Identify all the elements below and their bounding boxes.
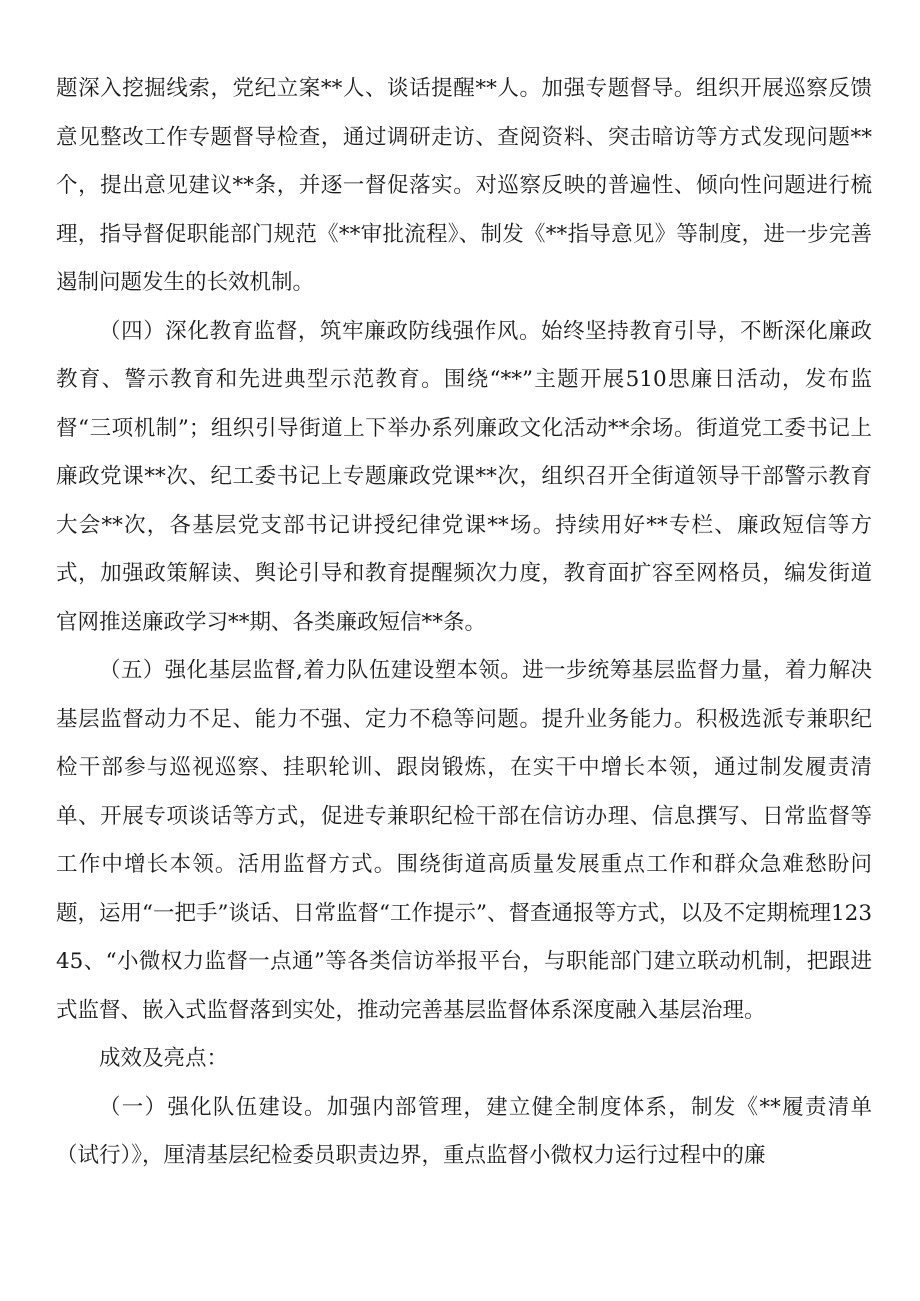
results-highlights-heading: 成效及亮点： xyxy=(99,1046,229,1071)
section-five-grassroots-supervision: （五）强化基层监督,着力队伍建设塑本领。进一步统筹基层监督力量，着力解决基层监督动力不足、能力不强、定力不稳等问题。提升业务能力。积极选派专兼职纪检干部参与巡视巡察、挂职轮训、跟岗锻炼，在实干中增长本领，通过制发履责清单、开展专项谈话等方式，促进专兼职纪检干部在信访办理、信息撰写、日常监督等工作中增长本领。活用监督方式。围绕街道高质量发展重点工作和群众急难愁盼问题，运用“一把手”谈话、日常监督“工作提示”、督查通报等方式，以及不定期梳理12345、“小微权力监督一点通”等各类信访举报平台，与职能部门建立联动机制，把跟进式监督、嵌入式监督落到实处，推动完善基层监督体系深度融入基层治理。 xyxy=(56,658,873,1023)
results-item-one: （一）强化队伍建设。加强内部管理，建立健全制度体系，制发《**履责清单（试行）》，厘清基层纪检委员职责边界，重点监督小微权力运行过程中的廉 xyxy=(56,1094,872,1168)
section-four-education-supervision: （四）深化教育监督，筑牢廉政防线强作风。始终坚持教育引导，不断深化廉政教育、警示教育和先进典型示范教育。围绕“**”主题开展510思廉日活动，发布监督“三项机制”；组织引导街道上下举办系列廉政文化活动**余场。街道党工委书记上廉政党课**次、纪工委书记上专题廉政党课**次，组织召开全街道领导干部警示教育大会**次，各基层党支部书记讲授纪律党课**场。持续用好**专栏、廉政短信等方式，加强政策解读、舆论引导和教育提醒频次力度，教育面扩容至网格员，编发街道官网推送廉政学习**期、各类廉政短信**条。 xyxy=(56,318,872,635)
body-paragraph-continuation: 题深入挖掘线索，党纪立案**人、谈话提醒**人。加强专题督导。组织开展巡察反馈意见整改工作专题督导检查，通过调研走访、查阅资料、突击暗访等方式发现问题**个，提出意见建议**条，并逐一督促落实。对巡察反映的普遍性、倾向性问题进行梳理，指导督促职能部门规范《**审批流程》、制发《**指导意见》等制度，进一步完善遏制问题发生的长效机制。 xyxy=(56,76,872,295)
